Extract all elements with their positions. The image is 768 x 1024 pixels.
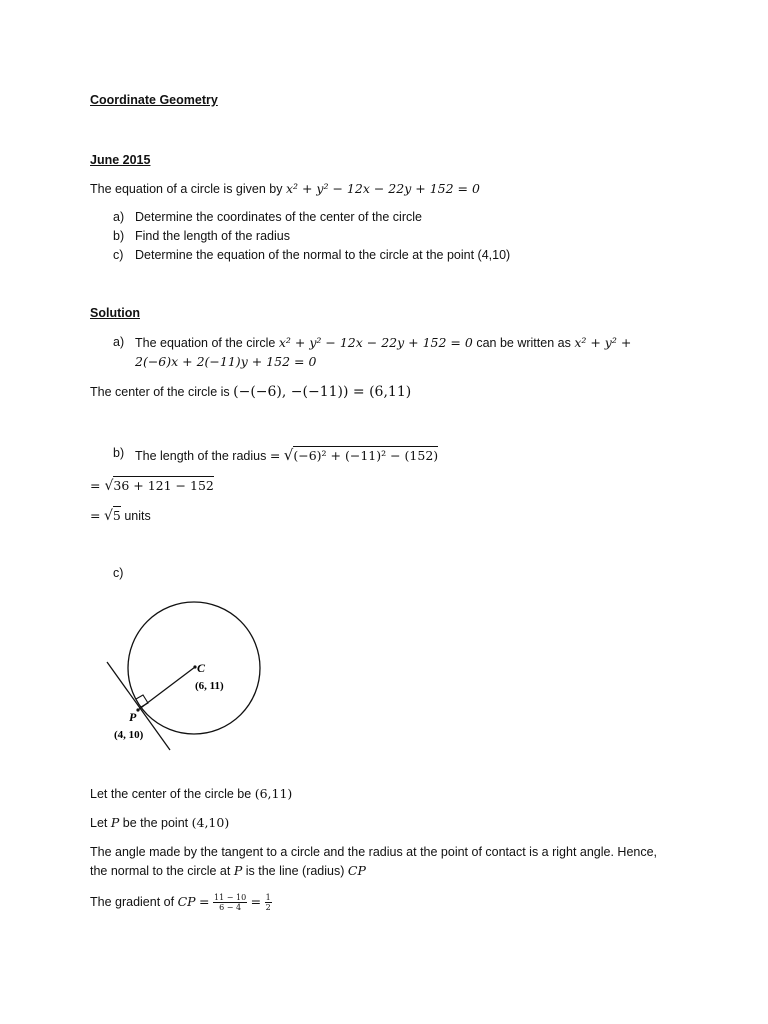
point-statement (90, 815, 229, 830)
solution-a-content (135, 335, 631, 350)
point-statement-text: be the point (122, 816, 189, 830)
fraction-denominator: 6 − 4 (219, 903, 242, 912)
gradient-variable: CP (177, 893, 196, 909)
circle-tangent-diagram (100, 595, 280, 755)
fraction-numerator: 11 − 10 (214, 893, 247, 902)
point-label: P (129, 710, 137, 724)
fraction-numerator: 1 (265, 893, 271, 902)
solution-heading: Solution (90, 306, 140, 320)
part-letter: c) (113, 248, 124, 262)
radius-step-2: = √5 units (90, 508, 151, 524)
fraction-denominator: 2 (265, 903, 271, 912)
part-c (113, 248, 511, 262)
center-line (90, 384, 411, 400)
equals-sign: = (90, 478, 101, 493)
explanation-line-1: The angle made by the tangent to a circle and the radius at the point of contact is a right angle. Hence, (90, 845, 658, 859)
solution-a-line1 (113, 335, 632, 350)
tangent-point (136, 708, 139, 711)
solution-a-equation2: x² + y² + (574, 335, 632, 350)
center-statement (90, 786, 292, 801)
part-text: Determine the coordinates of the center of the circle (135, 210, 422, 224)
gradient-result-fraction (265, 893, 272, 912)
part-letter: a) (113, 335, 125, 349)
radius-step-1-radicand: 36 + 121 − 152 (113, 478, 214, 493)
solution-a-text2: can be written as (476, 336, 571, 350)
solution-c-letter: c) (113, 566, 124, 580)
center-text: The center of the circle is (90, 385, 230, 399)
equals-sign: = (250, 893, 262, 909)
radius-step-1: = √36 + 121 − 152 (90, 478, 214, 494)
question-equation: x² + y² − 12x − 22y + 152 = 0 (285, 181, 480, 196)
gradient-line (90, 893, 272, 912)
solution-a-line2: 2(−6)x + 2(−11)y + 152 = 0 (135, 354, 317, 369)
explanation-text: the normal to the circle at (90, 864, 231, 878)
question-intro: The equation of a circle is given by (90, 182, 283, 196)
section-heading: June 2015 (90, 153, 151, 167)
solution-b-text: The length of the radius (135, 449, 267, 463)
solution-a-equation: x² + y² − 12x − 22y + 152 = 0 (278, 335, 473, 350)
center-coords-label: (6, 11) (195, 680, 224, 692)
part-letter: b) (113, 229, 125, 243)
point-variable: P (233, 863, 243, 878)
equals-sign: = (269, 448, 281, 463)
point-statement-coords: (4,10) (191, 815, 230, 830)
part-letter: a) (113, 210, 125, 224)
center-statement-text: Let the center of the circle be (90, 787, 252, 801)
equals-sign: = (199, 893, 210, 909)
radius-step-2-radicand: 5 (112, 508, 121, 523)
explanation-line-2 (90, 863, 366, 878)
center-statement-coords: (6,11) (254, 786, 293, 801)
center-equation: (−(−6), −(−11)) = (6,11) (233, 384, 412, 400)
part-a (113, 210, 422, 224)
point-variable: P (110, 815, 120, 830)
equals-sign: = (90, 508, 101, 523)
solution-b-content: The length of the radius = √(−6)² + (−11)² − (152) (135, 446, 439, 464)
center-label: C (197, 661, 206, 675)
part-b (113, 229, 290, 243)
part-text: Determine the equation of the normal to the circle at the point (4,10) (135, 248, 511, 262)
solution-b-line (113, 446, 439, 464)
question-line (90, 181, 480, 196)
line-variable: CP (347, 863, 366, 878)
explanation-text2: is the line (radius) (245, 864, 345, 878)
page-title: Coordinate Geometry (90, 93, 218, 107)
solution-a-text: The equation of the circle (135, 336, 276, 350)
radius-radicand: (−6)² + (−11)² − (152) (293, 448, 439, 463)
units-label: units (124, 509, 151, 523)
gradient-text: The gradient of (90, 894, 175, 909)
gradient-fraction (213, 893, 247, 912)
part-letter: b) (113, 446, 125, 460)
point-coords-label: (4, 10) (114, 729, 144, 741)
let-word: Let (90, 816, 108, 830)
part-text: Find the length of the radius (135, 229, 290, 243)
